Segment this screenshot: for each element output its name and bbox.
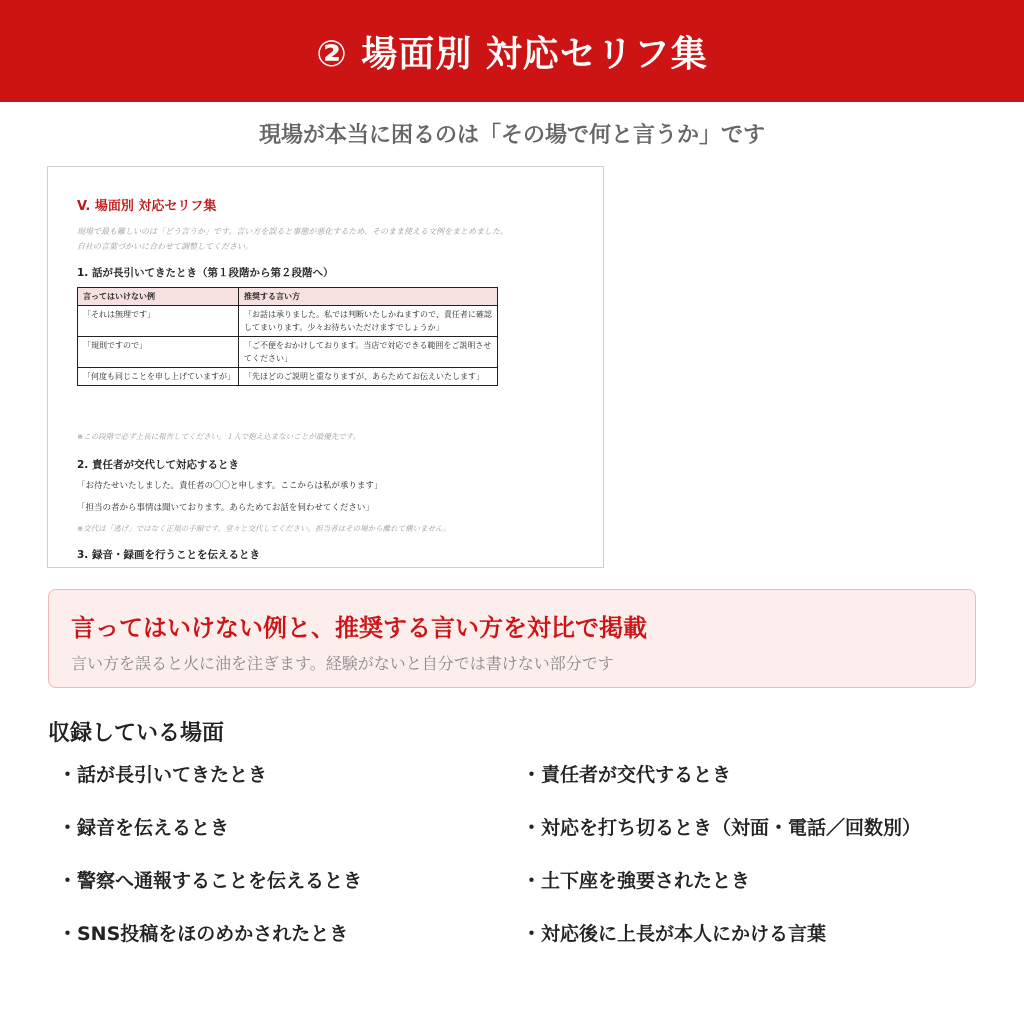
comparison-table bbox=[77, 287, 498, 386]
table-row bbox=[78, 306, 498, 337]
scene-item: ・録音を伝えるとき bbox=[58, 817, 230, 839]
doc-title: V. 場面別 対応セリフ集 bbox=[77, 199, 217, 214]
scene-item: ・責任者が交代するとき bbox=[522, 764, 732, 786]
table-header-row bbox=[78, 288, 498, 306]
callout-box bbox=[48, 589, 976, 688]
doc-intro-line-2: 自社の言葉づかいに合わせて調整してください。 bbox=[77, 242, 253, 251]
document-preview bbox=[47, 166, 604, 568]
scene-item: ・対応後に上長が本人にかける言葉 bbox=[522, 923, 827, 945]
doc-intro bbox=[77, 224, 587, 254]
callout-title: 言ってはいけない例と、推奨する言い方を対比で掲載 bbox=[71, 614, 647, 642]
table-cell-ok: 「お話は承りました。私では判断いたしかねますので、責任者に確認してまいります。少々お待ちいただけますでしょうか」 bbox=[239, 306, 498, 337]
doc-intro-line-1: 現場で最も難しいのは「どう言うか」です。言い方を誤ると事態が悪化するため、そのまま使える文例をまとめました。 bbox=[77, 227, 509, 236]
table-cell-ng: 「何度も同じことを申し上げていますが」 bbox=[78, 368, 239, 386]
doc-phrase-1: 「お待たせいたしました。責任者の〇〇と申します。ここからは私が承ります」 bbox=[77, 481, 383, 491]
scene-item: ・SNS投稿をほのめかされたとき bbox=[58, 923, 349, 945]
scene-item: ・土下座を強要されたとき bbox=[522, 870, 751, 892]
page-title: ② 場面別 対応セリフ集 bbox=[316, 33, 708, 75]
table-cell-ng: 「それは無理です」 bbox=[78, 306, 239, 337]
table-row bbox=[78, 337, 498, 368]
table-header-ng: 言ってはいけない例 bbox=[78, 288, 239, 306]
callout-subtitle: 言い方を誤ると火に油を注ぎます。経験がないと自分では書けない部分です bbox=[71, 654, 614, 673]
subtitle: 現場が本当に困るのは「その場で何と言うか」です bbox=[258, 123, 765, 148]
table-row bbox=[78, 368, 498, 386]
table-cell-ng: 「規則ですので」 bbox=[78, 337, 239, 368]
doc-section-1-heading: 1. 話が長引いてきたとき（第１段階から第２段階へ） bbox=[77, 267, 334, 279]
doc-section-3-heading: 3. 録音・録画を行うことを伝えるとき bbox=[77, 549, 260, 561]
header-banner bbox=[0, 0, 1024, 102]
doc-note-1: ※この段階で必ず上長に報告してください。１人で抱え込まないことが最優先です。 bbox=[77, 432, 361, 441]
scene-item: ・話が長引いてきたとき bbox=[58, 764, 268, 786]
scene-item: ・警察へ通報することを伝えるとき bbox=[58, 870, 363, 892]
table-header-ok: 推奨する言い方 bbox=[239, 288, 498, 306]
table-cell-ok: 「ご不便をおかけしております。当店で対応できる範囲をご説明させてください」 bbox=[239, 337, 498, 368]
doc-phrase-2: 「担当の者から事情は聞いております。あらためてお話を伺わせてください」 bbox=[77, 503, 374, 513]
doc-note-2: ※交代は「逃げ」ではなく正規の手順です。堂々と交代してください。担当者はその場から離れて構いません。 bbox=[77, 524, 451, 533]
doc-section-2-heading: 2. 責任者が交代して対応するとき bbox=[77, 459, 239, 471]
table-cell-ok: 「先ほどのご説明と重なりますが、あらためてお伝えいたします」 bbox=[239, 368, 498, 386]
scenes-heading: 収録している場面 bbox=[48, 721, 225, 746]
scene-item: ・対応を打ち切るとき（対面・電話／回数別） bbox=[522, 817, 922, 839]
